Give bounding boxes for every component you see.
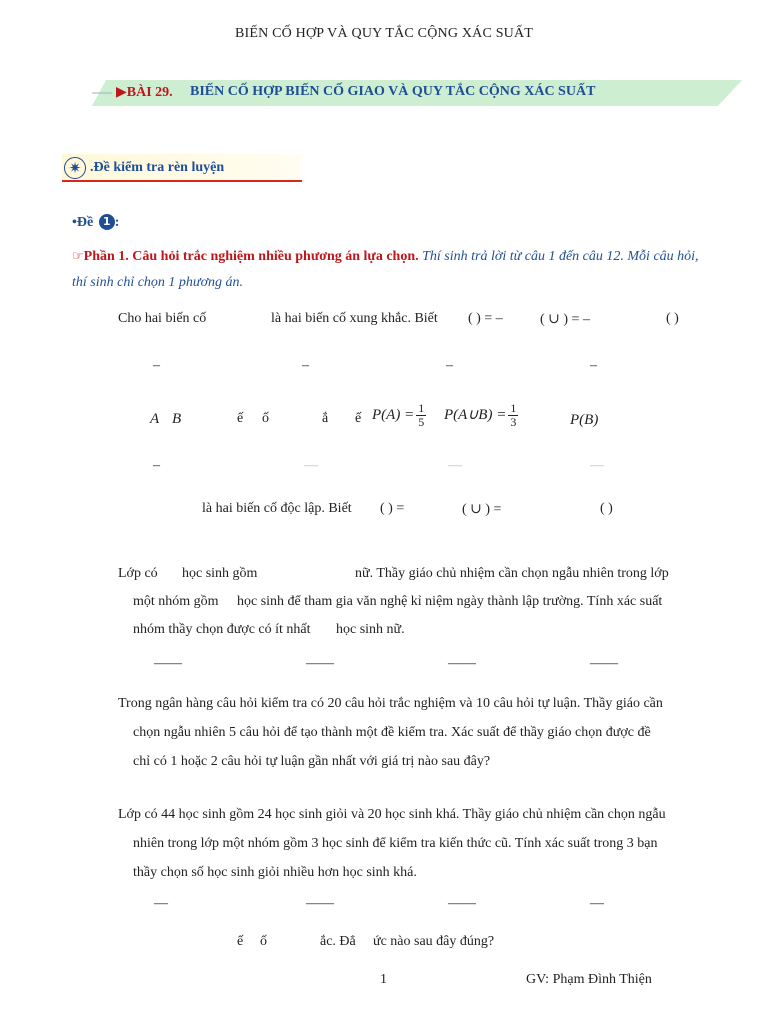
part1-instruction: Thí sinh trả lời từ câu 1 đến câu 12. Mỗi câu hỏi, thí sinh chỉ chọn 1 phương án. xyxy=(72,249,699,290)
q4-line2: chọn ngẫu nhiên 5 câu hỏi để tạo thành một đề kiểm tra. Xác suất để thầy giáo chọn được đề xyxy=(133,725,651,740)
q2-text-a: là hai biến cố độc lập. Biết xyxy=(202,501,352,516)
q6-fragment-1: ế xyxy=(237,934,244,949)
option-b-dash-2: — xyxy=(304,458,318,473)
q5-paragraph xyxy=(118,800,718,887)
fragment-2: ố xyxy=(262,411,269,426)
q6-fragment-3: ắc. Đẳ xyxy=(320,934,356,949)
option-b-dash: – xyxy=(302,358,309,373)
option-c-dash: – xyxy=(446,358,453,373)
q1-text-e: ( ) xyxy=(666,311,679,326)
formula-pa xyxy=(372,402,428,429)
q3-line1-b: học sinh gồm xyxy=(182,566,258,581)
page-header-title: BIẾN CỐ HỢP VÀ QUY TẮC CỘNG XÁC SUẤT xyxy=(234,26,534,41)
option-a-dash: – xyxy=(153,358,160,373)
q2-text-c: ( ∪ ) = xyxy=(462,502,502,517)
var-b: B xyxy=(172,411,182,427)
section-label: .Đề kiểm tra rèn luyện xyxy=(90,160,225,175)
part1-title: Phần 1. Câu hỏi trắc nghiệm nhiều phương án lựa chọn. xyxy=(83,249,419,264)
q6-fragment-4: ức nào sau đây đúng? xyxy=(373,934,495,949)
q3-line1-a: Lớp có xyxy=(118,566,158,581)
q5-line2: nhiên trong lớp một nhóm gồm 3 học sinh để kiểm tra kiến thức cũ. Tính xác suất trong 3 bạn xyxy=(133,836,658,851)
fragment-4: ế xyxy=(355,411,362,426)
q3-option-b-dash: —— xyxy=(306,656,334,671)
var-a: A xyxy=(150,411,160,427)
lesson-title: BIẾN CỐ HỢP BIẾN CỐ GIAO VÀ QUY TẮC CỘNG XÁC SUẤT xyxy=(190,84,596,99)
q5-line1: Lớp có 44 học sinh gồm 24 học sinh giỏi và 20 học sinh khá. Thầy giáo chủ nhiệm cần chọn ngẫu xyxy=(118,807,666,822)
q1-text-b: là hai biến cố xung khắc. Biết xyxy=(271,311,438,326)
exam-label xyxy=(72,214,119,231)
q2-text-b: ( ) = xyxy=(380,501,405,516)
q3-line2-b: học sinh để tham gia văn nghệ kỉ niệm ngày thành lập trường. Tính xác suất xyxy=(237,594,663,609)
q3-line2-a: một nhóm gồm xyxy=(133,594,219,609)
page-number: 1 xyxy=(380,972,387,987)
q5-option-b-dash: —— xyxy=(306,896,334,911)
lesson-banner xyxy=(92,80,742,106)
exam-colon: : xyxy=(114,215,120,230)
option-d-dash-2: — xyxy=(590,458,604,473)
formula-pab xyxy=(444,402,520,429)
fraction-one-third-den: 3 xyxy=(510,415,517,429)
q3-option-c-dash: —— xyxy=(448,656,476,671)
q5-line3: thầy chọn số học sinh giỏi nhiều hơn học sinh khá. xyxy=(133,865,417,880)
fraction-one-fifth xyxy=(416,402,426,429)
exam-bullet: •Đề xyxy=(72,215,97,230)
fraction-one-third-num: 1 xyxy=(510,401,517,415)
fragment-1: ế xyxy=(237,411,244,426)
asterisk-icon: ✷ xyxy=(64,157,86,179)
q5-option-a-dash: — xyxy=(154,896,168,911)
formula-pb-p: P xyxy=(570,412,580,428)
section-heading xyxy=(62,154,302,182)
q3-line3-b: học sinh nữ. xyxy=(336,622,405,637)
q4-line3: chỉ có 1 hoặc 2 câu hỏi tự luận gần nhất với giá trị nào sau đây? xyxy=(133,754,491,769)
option-a-dash-2: – xyxy=(153,458,160,473)
option-c-dash-2: — xyxy=(448,458,462,473)
q3-option-d-dash: —— xyxy=(590,656,618,671)
fraction-one-fifth-num: 1 xyxy=(418,401,425,415)
part1-heading xyxy=(72,244,702,296)
formula-pa-p: P xyxy=(372,407,382,424)
q4-paragraph xyxy=(118,689,718,776)
q5-option-d-dash: — xyxy=(590,896,604,911)
lesson-number: ▶BÀI 29. xyxy=(116,85,173,100)
q5-option-c-dash: —— xyxy=(448,896,476,911)
q6-fragment-2: ố xyxy=(260,934,267,949)
fragment-3: ắ xyxy=(322,411,329,426)
q4-line1: Trong ngân hàng câu hỏi kiểm tra có 20 câu hỏi trắc nghiệm và 10 câu hỏi tự luận. Thầy giáo cần xyxy=(118,696,663,711)
formula-pab-p: P xyxy=(444,407,454,424)
fraction-one-third xyxy=(508,402,518,429)
q3-line1-c: nữ. Thầy giáo chủ nhiệm cần chọn ngẫu nhiên trong lớp xyxy=(355,566,669,581)
formula-pa-arg: (A) = xyxy=(381,407,415,424)
formula-pab-arg: (A∪B) = xyxy=(453,407,507,424)
q1-text-d: ( ∪ ) = – xyxy=(540,312,590,327)
q1-text-a: Cho hai biến cố xyxy=(118,311,207,326)
q3-option-a-dash: —— xyxy=(154,656,182,671)
fraction-one-fifth-den: 5 xyxy=(418,415,425,429)
q2-text-d: ( ) xyxy=(600,501,613,516)
formula-pb-arg: (B) xyxy=(579,412,599,428)
pointing-hand-icon: ☞ xyxy=(72,249,84,264)
formula-pb xyxy=(570,411,598,429)
author-credit: GV: Phạm Đình Thiện xyxy=(526,972,652,987)
q1-text-c: ( ) = – xyxy=(468,311,503,326)
option-d-dash: – xyxy=(590,358,597,373)
exam-number-badge: 1 xyxy=(99,214,115,230)
q3-line3-a: nhóm thầy chọn được có ít nhất xyxy=(133,622,311,637)
